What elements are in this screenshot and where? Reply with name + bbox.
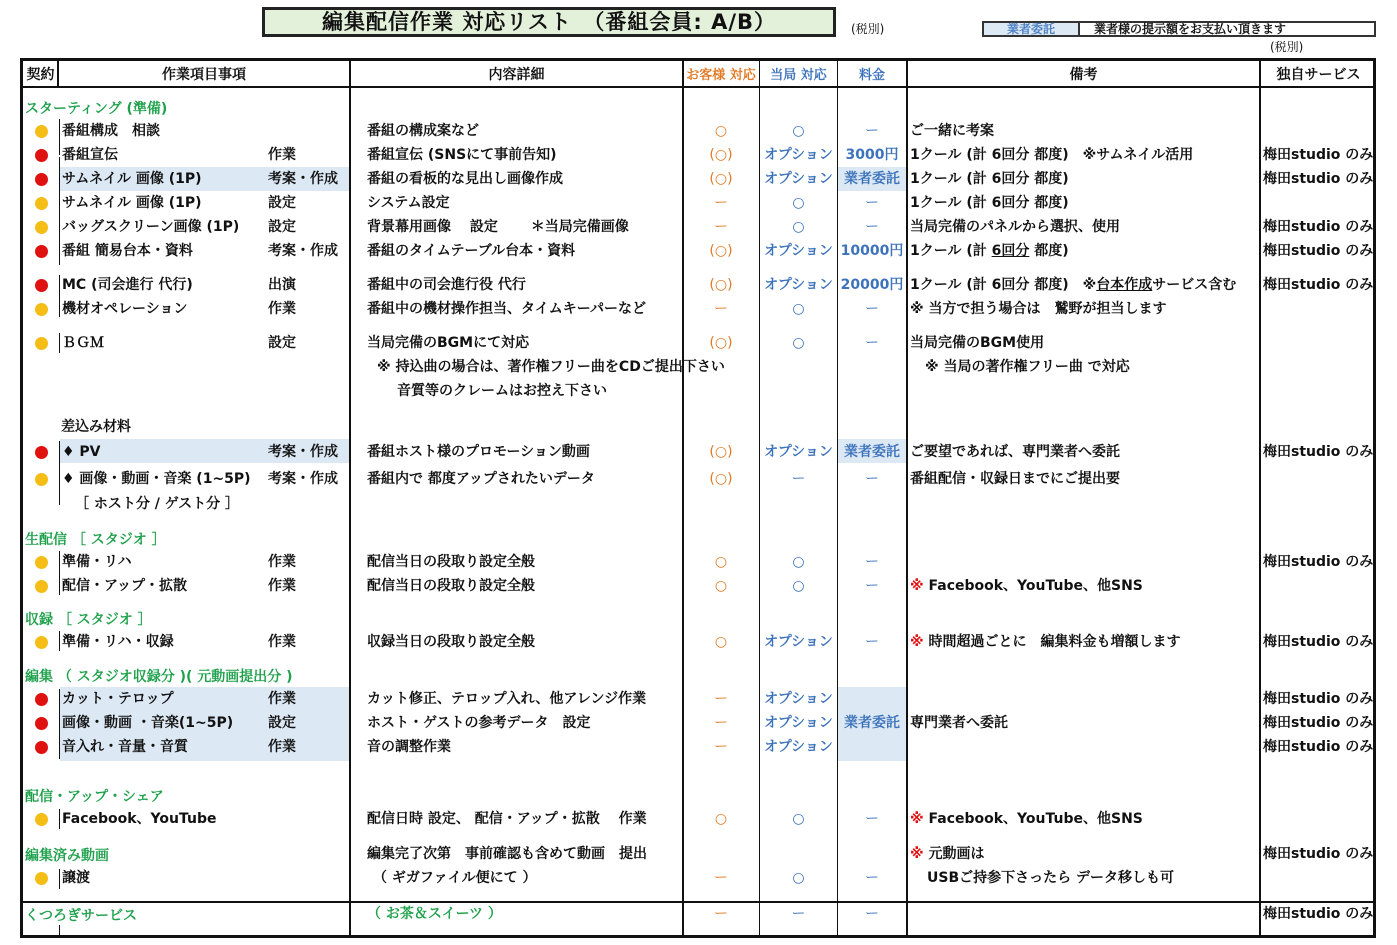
original-service: 梅田studio のみ xyxy=(1263,219,1374,235)
header-fee: 料金 xyxy=(858,68,885,83)
detail-text: 番組ホスト様のプロモーション動画 xyxy=(367,444,590,460)
detail-text: 番組のタイムテーブル台本・資料 xyxy=(367,243,576,259)
header-contract: 契約 xyxy=(26,67,55,83)
detail-text: 配信日時 設定、 配信・アップ・拡散 作業 xyxy=(367,811,647,827)
item-name: 配信・アップ・拡散 xyxy=(62,578,188,594)
item-type: 設定 xyxy=(268,219,296,235)
status-dot xyxy=(35,580,48,593)
column-divider xyxy=(906,61,908,935)
column-divider xyxy=(349,61,351,935)
customer-mark: (○) xyxy=(709,147,733,163)
item-name: 譲渡 xyxy=(62,870,90,886)
detail-text: 収録当日の段取り設定全般 xyxy=(367,634,535,650)
original-service: 梅田studio のみ xyxy=(1263,715,1374,731)
section-heading: 配信・アップ・シェア xyxy=(25,789,164,805)
item-name: ♦ PV xyxy=(62,444,101,460)
header-divider xyxy=(23,86,1373,88)
column-divider xyxy=(759,61,760,935)
customer-mark: ○ xyxy=(714,634,728,650)
row-marker xyxy=(59,631,60,651)
fee-value: ー xyxy=(865,554,879,570)
section-heading: 収録 ［ スタジオ ］ xyxy=(25,612,152,628)
status-dot xyxy=(35,872,48,885)
fee-value: 業者委託 xyxy=(844,171,900,187)
item-type: 作業 xyxy=(268,147,296,163)
item-name: バッグスクリーン画像 (1P) xyxy=(62,219,240,235)
item-type: 設定 xyxy=(268,335,296,351)
remarks-text: ※ 元動画は xyxy=(910,846,985,862)
station-mark: オプション xyxy=(764,715,833,731)
customer-mark: ー xyxy=(714,870,728,886)
legend-swatch: 業者委託 xyxy=(984,23,1080,35)
status-dot xyxy=(35,556,48,569)
station-mark: オプション xyxy=(764,147,833,163)
customer-mark: ○ xyxy=(714,554,728,570)
item-type: 設定 xyxy=(268,715,296,731)
detail-text: システム設定 xyxy=(367,195,450,211)
detail-text: 当局完備のBGMにて対応 xyxy=(367,335,530,351)
detail-text: ※ 持込曲の場合は、著作権フリー曲をCDご提出下さい xyxy=(377,359,725,375)
status-dot xyxy=(35,197,48,210)
original-service: 梅田studio のみ xyxy=(1263,846,1374,862)
station-mark: ○ xyxy=(792,554,805,570)
detail-text: 番組の看板的な見出し画像作成 xyxy=(367,171,563,187)
status-dot xyxy=(35,636,48,649)
remarks-text: ※ Facebook、YouTube、他SNS xyxy=(910,578,1143,594)
customer-mark: (○) xyxy=(709,335,733,351)
item-name: 画像・動画 ・音楽(1~5P) xyxy=(62,715,234,731)
item-name: MC (司会進行 代行) xyxy=(62,277,193,293)
detail-text: 番組の構成案など xyxy=(367,123,479,139)
remarks-text: 1クール (計 6回分 都度) xyxy=(910,243,1069,259)
status-dot xyxy=(35,337,48,350)
item-type: 作業 xyxy=(268,578,296,594)
column-divider xyxy=(837,61,838,935)
column-divider xyxy=(682,61,684,935)
station-mark: ○ xyxy=(792,335,805,351)
status-dot xyxy=(35,813,48,826)
station-mark: ○ xyxy=(792,811,805,827)
header-item: 作業項目事項 xyxy=(162,67,246,83)
item-name: サムネイル 画像 (1P) xyxy=(62,171,202,187)
original-service: 梅田studio のみ xyxy=(1263,906,1374,922)
fee-value: ー xyxy=(865,811,879,827)
station-mark: オプション xyxy=(764,634,833,650)
row-marker xyxy=(59,869,60,889)
item-type: 作業 xyxy=(268,634,296,650)
detail-text: ホスト・ゲストの参考データ 設定 xyxy=(367,715,591,731)
remarks-text: 当局完備のBGM使用 xyxy=(910,335,1045,351)
customer-mark: ○ xyxy=(714,811,728,827)
remarks-text: ※ 時間超過ごとに 編集料金も増額します xyxy=(910,634,1181,650)
original-service: 梅田studio のみ xyxy=(1263,554,1374,570)
fee-value: 業者委託 xyxy=(844,715,900,731)
station-mark: オプション xyxy=(764,243,833,259)
fee-value: ー xyxy=(865,219,879,235)
customer-mark: ー xyxy=(714,301,728,317)
detail-text: 配信当日の段取り設定全般 xyxy=(367,578,535,594)
row-marker xyxy=(59,119,60,155)
item-name: 音入れ・音量・音質 xyxy=(62,739,188,755)
status-dot xyxy=(35,693,48,706)
header-remarks: 備考 xyxy=(1069,67,1098,83)
detail-text: 音の調整作業 xyxy=(367,739,451,755)
tax-note-2: (税別) xyxy=(1270,40,1304,54)
station-mark: オプション xyxy=(764,171,833,187)
station-mark: ○ xyxy=(792,301,805,317)
item-type: 考案・作成 xyxy=(268,444,338,460)
station-mark: オプション xyxy=(764,444,833,460)
fee-value: ー xyxy=(865,578,879,594)
customer-mark: (○) xyxy=(709,471,733,487)
status-dot xyxy=(35,173,48,186)
item-type: 考案・作成 xyxy=(268,471,338,487)
fee-value: ー xyxy=(865,301,879,317)
customer-mark: ○ xyxy=(714,123,728,139)
item-name: 準備・リハ xyxy=(62,554,132,570)
station-mark: オプション xyxy=(764,691,833,707)
header-original: 独自サービス xyxy=(1276,67,1361,83)
item-name: 番組宣伝 xyxy=(62,147,118,163)
status-dot xyxy=(35,221,48,234)
item-type: 作業 xyxy=(268,554,296,570)
original-service: 梅田studio のみ xyxy=(1263,171,1374,187)
section-heading: 差込み材料 xyxy=(61,419,131,435)
fee-value: 業者委託 xyxy=(844,444,900,460)
station-mark: オプション xyxy=(764,739,833,755)
remarks-text: 1クール (計 6回分 都度) ※台本作成サービス含む xyxy=(910,277,1237,293)
page-title: 編集配信作業 対応リスト （番組会員: A/B） xyxy=(262,7,836,37)
section-heading: 編集済み動画 xyxy=(25,848,109,864)
fee-value: 10000円 xyxy=(840,243,904,259)
section-heading: くつろぎサービス xyxy=(25,908,137,924)
detail-text: （ ギガファイル便にて ） xyxy=(373,870,537,886)
fee-value: 3000円 xyxy=(845,147,899,163)
station-mark: ○ xyxy=(792,195,805,211)
customer-mark: (○) xyxy=(709,444,733,460)
row-marker xyxy=(59,275,60,317)
station-mark: ー xyxy=(791,471,806,487)
item-name: 番組構成 相談 xyxy=(62,123,160,139)
item-type: 出演 xyxy=(268,277,296,293)
detail-text: 番組中の機材操作担当、タイムキーパーなど xyxy=(367,301,647,317)
header-station: 当局 対応 xyxy=(770,68,827,83)
section-heading: 編集 （ スタジオ収録分 )( 元動画提出分 ) xyxy=(25,669,293,685)
customer-mark: (○) xyxy=(709,171,733,187)
remarks-text: ※ 当局の著作権フリー曲 で対応 xyxy=(925,359,1130,375)
status-dot xyxy=(35,149,48,162)
detail-text: 編集完了次第 事前確認も含めて動画 提出 xyxy=(367,846,647,862)
item-type: 考案・作成 xyxy=(268,171,338,187)
item-type: 作業 xyxy=(268,739,296,755)
remarks-text: 1クール (計 6回分 都度) xyxy=(910,195,1069,211)
fee-value: ー xyxy=(865,123,879,139)
item-name: ♦ 画像・動画・音楽 (1~5P) xyxy=(62,471,251,487)
original-service: 梅田studio のみ xyxy=(1263,634,1374,650)
station-mark: オプション xyxy=(764,277,833,293)
task-table xyxy=(20,58,1376,938)
item-name: 番組 簡易台本・資料 xyxy=(62,243,193,259)
legend xyxy=(982,21,1376,37)
detail-text: カット修正、テロップ入れ、他アレンジ作業 xyxy=(367,691,647,707)
fee-value: ー xyxy=(865,906,879,922)
column-divider xyxy=(1259,61,1261,935)
customer-mark: ー xyxy=(714,195,728,211)
footer-divider xyxy=(23,901,1373,903)
station-mark: ○ xyxy=(792,219,805,235)
customer-mark: ー xyxy=(714,906,728,922)
row-marker xyxy=(59,157,60,265)
detail-text: 配信当日の段取り設定全般 xyxy=(367,554,535,570)
station-mark: ー xyxy=(791,906,806,922)
item-type: 作業 xyxy=(268,301,296,317)
customer-mark: (○) xyxy=(709,243,733,259)
item-name: サムネイル 画像 (1P) xyxy=(62,195,202,211)
fee-value: ー xyxy=(865,195,879,211)
status-dot xyxy=(35,717,48,730)
item-type: 考案・作成 xyxy=(268,243,338,259)
station-mark: ○ xyxy=(792,578,805,594)
status-dot xyxy=(35,446,48,459)
section-heading: 生配信 ［ スタジオ ］ xyxy=(25,532,166,548)
section-heading: スターティング (準備) xyxy=(25,101,168,117)
remarks-text: 1クール (計 6回分 都度) xyxy=(910,171,1069,187)
customer-mark: (○) xyxy=(709,277,733,293)
header-detail: 内容詳細 xyxy=(488,67,545,83)
remarks-text: ※ 当方で担う場合は 鷲野が担当します xyxy=(910,301,1167,317)
row-marker xyxy=(59,441,60,505)
original-service: 梅田studio のみ xyxy=(1263,691,1374,707)
detail-text: 背景幕用画像 設定 ＊当局完備画像 xyxy=(367,219,629,235)
status-dot xyxy=(35,741,48,754)
original-service: 梅田studio のみ xyxy=(1263,277,1374,293)
item-type: 作業 xyxy=(268,691,296,707)
item-type: 設定 xyxy=(268,195,296,211)
status-dot xyxy=(35,473,48,486)
station-mark: ○ xyxy=(792,870,805,886)
detail-text: 番組中の司会進行役 代行 xyxy=(367,277,526,293)
legend-text: 業者様の提示額をお支払い頂きます xyxy=(1094,22,1287,36)
status-dot xyxy=(35,303,48,316)
item-name: カット・テロップ xyxy=(62,691,174,707)
customer-mark: ー xyxy=(714,739,728,755)
original-service: 梅田studio のみ xyxy=(1263,147,1374,163)
remarks-text: USBご持参下さったら データ移しも可 xyxy=(927,870,1174,886)
remarks-text: 番組配信・収録日までにご提出要 xyxy=(910,471,1120,487)
fee-value: ー xyxy=(865,471,879,487)
item-name: 準備・リハ・収録 xyxy=(62,634,174,650)
item-name: ［ ホスト分 / ゲスト分 ］ xyxy=(75,496,240,512)
item-name: ＢＧＭ xyxy=(62,335,104,351)
original-service: 梅田studio のみ xyxy=(1263,739,1374,755)
original-service: 梅田studio のみ xyxy=(1263,444,1374,460)
row-marker xyxy=(59,333,60,353)
header-customer: お客様 対応 xyxy=(686,68,756,83)
original-service: 梅田studio のみ xyxy=(1263,243,1374,259)
row-marker xyxy=(59,689,60,759)
station-mark: ○ xyxy=(792,123,805,139)
remarks-text: 専門業者へ委託 xyxy=(910,715,1008,731)
status-dot xyxy=(35,245,48,258)
detail-text: （ お茶＆スイーツ ） xyxy=(367,906,502,922)
status-dot xyxy=(35,279,48,292)
remarks-text: 当局完備のパネルから選択、使用 xyxy=(910,219,1120,235)
remarks-text: ※ Facebook、YouTube、他SNS xyxy=(910,811,1143,827)
item-name: Facebook、YouTube xyxy=(62,811,217,827)
customer-mark: ー xyxy=(714,219,728,235)
customer-mark: ー xyxy=(714,691,728,707)
status-dot xyxy=(35,125,48,138)
detail-text: 番組宣伝 (SNSにて事前告知) xyxy=(367,147,557,163)
tax-note: (税別) xyxy=(851,22,885,36)
detail-text: 音質等のクレームはお控え下さい xyxy=(397,383,607,399)
row-marker xyxy=(59,551,60,595)
remarks-text: ご一緒に考案 xyxy=(910,123,994,139)
remarks-text: ご要望であれば、専門業者へ委託 xyxy=(910,444,1120,460)
fee-value: ー xyxy=(865,870,879,886)
row-marker xyxy=(59,925,60,937)
detail-text: 番組内で 都度アップされたいデータ xyxy=(367,471,595,487)
customer-mark: ○ xyxy=(714,578,728,594)
item-name: 機材オペレーション xyxy=(62,301,188,317)
fee-value: 20000円 xyxy=(840,277,904,293)
remarks-text: 1クール (計 6回分 都度) ※サムネイル活用 xyxy=(910,147,1194,163)
customer-mark: ー xyxy=(714,715,728,731)
row-marker xyxy=(59,809,60,829)
fee-value: ー xyxy=(865,335,879,351)
fee-value: ー xyxy=(865,634,879,650)
